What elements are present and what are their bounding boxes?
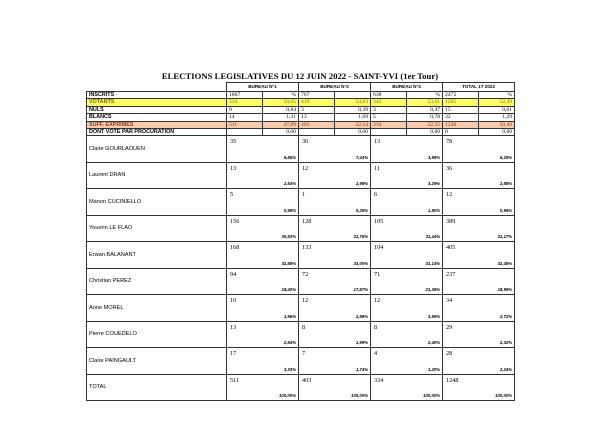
vote-count-cell [443,268,479,295]
vote-count-cell [443,321,479,348]
vote-count: 34 [446,297,453,305]
candidate-name: Erwan BALANANT [87,242,227,269]
vote-count: 13 [230,323,237,331]
candidate-row [87,348,515,375]
percent-spacer [479,295,515,308]
vote-percent: 17,87% [353,287,369,293]
percent-cell: 53,61 [407,99,443,106]
vote-count-cell [227,136,263,163]
vote-percent-cell [407,295,443,322]
percent-cell: 52,39 [479,99,515,106]
percent-spacer [335,163,371,176]
vote-count: 237 [446,270,456,278]
percent-spacer [407,163,443,176]
vote-percent: 7,44% [355,154,369,160]
vote-count: 403 [302,376,312,384]
vote-count-cell [443,374,479,401]
candidate-row [87,374,515,401]
vote-percent-cell [407,348,443,375]
vote-count: 36 [446,164,453,172]
percent-spacer [335,136,371,149]
percent-spacer [479,322,515,335]
vote-percent-cell [263,374,299,401]
percent-spacer [479,269,515,282]
vote-count: 12 [374,297,381,305]
vote-count-cell [299,295,335,322]
vote-percent-cell [479,348,515,375]
suffrages-exprimes-row [87,121,515,128]
vote-count: 133 [302,244,312,252]
percent-spacer [407,295,443,308]
vote-count: 10 [230,297,237,305]
vote-percent: 18,99% [497,287,513,293]
vote-percent-cell [263,189,299,216]
count-cell: 767 [299,92,335,99]
vote-percent: 3,59% [427,313,441,319]
vote-percent: 6,25% [499,154,513,160]
candidate-name: Christian PEREZ [87,268,227,295]
vote-percent-cell [479,162,515,189]
percent-spacer [407,242,443,255]
percent-spacer [407,216,443,229]
candidate-name: Claire GOURLAOUEN [87,136,227,163]
vote-count-cell [443,242,479,269]
vote-count-cell [299,268,335,295]
inscrits-row [87,92,515,99]
vote-percent: 0,98% [283,207,297,213]
vote-percent-cell [263,136,299,163]
vote-count-cell [371,348,407,375]
vote-percent: 1,20% [427,366,441,372]
count-cell: 1248 [443,121,479,128]
vote-percent: 32,45% [497,260,513,266]
percent-spacer [479,216,515,229]
vote-count-cell [371,268,407,295]
vote-percent: 18,40% [281,287,297,293]
count-cell: 511 [227,121,263,128]
vote-percent-cell [335,321,371,348]
vote-count-cell [299,136,335,163]
vote-percent: 2,72% [499,313,513,319]
vote-count-cell [371,242,407,269]
percent-spacer [335,295,371,308]
vote-count-cell [443,215,479,242]
count-cell [371,129,407,136]
vote-count-cell [299,374,335,401]
percent-cell: % [263,92,299,99]
vote-percent-cell [479,242,515,269]
percent-cell: 0,00 [407,129,443,136]
vote-percent: 3,33% [283,366,297,372]
count-cell: 1067 [227,92,263,99]
percent-cell: 52,35 [407,121,443,128]
vote-percent: 31,17% [497,234,513,240]
candidate-name: Laurent DRAN [87,162,227,189]
vote-count: 511 [230,376,240,384]
vote-count-cell [227,189,263,216]
percent-spacer [335,322,371,335]
nuls-row [87,106,515,113]
vote-count: 105 [374,217,384,225]
vote-count: 17 [230,350,237,358]
vote-count: 72 [302,270,309,278]
percent-cell: 50,49 [479,121,515,128]
candidate-name: Claire PAINGAULT [87,348,227,375]
count-cell: 32 [443,114,479,121]
vote-count-cell [443,348,479,375]
vote-count-cell [227,374,263,401]
vote-count: 13 [374,138,381,146]
vote-count-cell [371,321,407,348]
vote-percent: 2,54% [283,340,297,346]
vote-percent-cell [407,162,443,189]
vote-percent: 100,00% [495,393,513,399]
count-cell [227,129,263,136]
vote-count-cell [371,189,407,216]
percent-spacer [479,348,515,361]
vote-count-cell [371,162,407,189]
percent-spacer [335,242,371,255]
vote-count: 94 [230,270,237,278]
vote-count: 104 [374,244,384,252]
candidate-row [87,136,515,163]
vote-percent: 100,00% [279,393,297,399]
vote-percent-cell [335,136,371,163]
count-cell: 534 [227,99,263,106]
vote-percent: 2,24% [499,366,513,372]
percent-spacer [407,348,443,361]
percent-spacer [335,348,371,361]
vote-percent-cell [407,242,443,269]
percent-spacer [407,269,443,282]
vote-count-cell [227,162,263,189]
vote-count-cell [299,348,335,375]
count-cell: 5 [371,114,407,121]
percent-spacer [335,269,371,282]
vote-count: 405 [446,244,456,252]
percent-spacer [263,242,299,255]
count-cell: 1295 [443,99,479,106]
vote-count: 1 [302,191,306,199]
vote-count-cell [371,136,407,163]
vote-count: 1248 [446,376,459,384]
vote-percent-cell [335,189,371,216]
percent-cell: 0,47 [407,106,443,113]
vote-count-cell [227,215,263,242]
page-title: ELECTIONS LEGISLATIVES DU 12 JUIN 2022 - SAINT-YVI (1er Tour) [161,71,439,81]
candidate-row [87,268,515,295]
vote-percent-cell [479,321,515,348]
vote-count-cell [227,321,263,348]
row-label: NULS [87,106,227,113]
vote-count-cell [443,295,479,322]
vote-percent-cell [335,215,371,242]
candidate-name: Anne MOREL [87,295,227,322]
vote-percent-cell [407,189,443,216]
vote-percent: 0,96% [499,207,513,213]
vote-percent-cell [407,374,443,401]
vote-percent-cell [407,136,443,163]
vote-percent: 1,99% [355,340,369,346]
vote-percent-cell [335,295,371,322]
vote-percent-cell [335,242,371,269]
vote-percent: 1,96% [283,313,297,319]
candidate-row [87,242,515,269]
vote-percent: 2,32% [499,340,513,346]
percent-spacer [263,322,299,335]
vote-count-cell [371,215,407,242]
bureau-1-header: BUREAU N°1 [227,83,299,92]
count-cell: 403 [299,121,335,128]
vote-count-cell [443,162,479,189]
percent-cell: 0,84 [263,106,299,113]
percent-cell: 47,89 [263,121,299,128]
percent-spacer [263,348,299,361]
count-cell: 14 [227,114,263,121]
percent-cell [335,92,371,99]
row-label: VOTANTS [87,99,227,106]
candidate-name: TOTAL [87,374,227,401]
vote-count: 6 [374,191,378,199]
percent-cell: 0,39 [335,106,371,113]
row-label: DONT VOTE PAR PROCURATION [87,129,227,136]
percent-spacer [479,136,515,149]
vote-count-cell [371,295,407,322]
vote-count: 8 [302,323,306,331]
vote-percent-cell [263,295,299,322]
percent-spacer [263,163,299,176]
vote-percent: 3,89% [427,154,441,160]
candidate-name: Youenn LE FLAO [87,215,227,242]
vote-count: 128 [302,217,312,225]
vote-count: 13 [230,164,237,172]
vote-percent-cell [407,268,443,295]
percent-cell: 50,05 [263,99,299,106]
vote-count: 334 [374,376,384,384]
percent-spacer [335,375,371,388]
procuration-row [87,129,515,136]
vote-percent: 31,44% [425,234,441,240]
vote-percent: 21,26% [425,287,441,293]
vote-count-cell [443,136,479,163]
header-blank-cell [87,83,227,92]
vote-percent-cell [335,162,371,189]
vote-percent-cell [335,374,371,401]
candidate-name: Manon CUCINIELLO [87,189,227,216]
percent-cell: % [407,92,443,99]
vote-percent: 33,00% [353,260,369,266]
candidate-row [87,215,515,242]
count-cell: 3 [299,106,335,113]
vote-percent: 31,76% [353,234,369,240]
vote-percent-cell [479,268,515,295]
percent-cell: 52,54 [335,121,371,128]
count-cell: 0 [443,129,479,136]
count-cell: 9 [227,106,263,113]
vote-count-cell [299,321,335,348]
bureau-2-header: BUREAU N°2 [299,83,371,92]
vote-count-cell [227,242,263,269]
row-label: BLANCS [87,114,227,121]
percent-spacer [479,242,515,255]
vote-count-cell [443,189,479,216]
candidate-row [87,321,515,348]
vote-percent: 2,98% [355,181,369,187]
vote-count: 389 [446,217,456,225]
count-cell: 342 [371,99,407,106]
vote-percent-cell [263,268,299,295]
vote-count: 78 [446,138,453,146]
vote-count: 11 [374,164,380,172]
percent-spacer [263,269,299,282]
vote-percent-cell [263,162,299,189]
vote-percent: 32,88% [281,260,297,266]
vote-count-cell [227,295,263,322]
vote-percent: 3,29% [427,181,441,187]
percent-cell: 1,29 [479,114,515,121]
percent-spacer [263,189,299,202]
vote-percent: 2,54% [283,181,297,187]
vote-percent: 2,98% [355,313,369,319]
votants-row [87,99,515,106]
candidate-name: Pierre COUEDELO [87,321,227,348]
count-cell: 2472 [443,92,479,99]
count-cell: 3 [371,106,407,113]
bureau-3-header: BUREAU N°3 [371,83,443,92]
percent-cell: 0,78 [407,114,443,121]
vote-percent: 100,00% [351,393,369,399]
percent-cell: % [479,92,515,99]
vote-count-cell [299,242,335,269]
vote-percent-cell [263,348,299,375]
candidate-row [87,189,515,216]
percent-spacer [407,136,443,149]
vote-count-cell [227,348,263,375]
count-cell: 15 [443,106,479,113]
vote-percent: 2,40% [427,340,441,346]
vote-count: 8 [374,323,378,331]
vote-percent-cell [263,215,299,242]
total-header: TOTAL 1T 2022 [443,83,515,92]
vote-percent-cell [263,242,299,269]
vote-count: 12 [302,297,309,305]
percent-cell: 1,69 [335,114,371,121]
percent-spacer [407,375,443,388]
vote-count: 168 [230,244,240,252]
vote-percent-cell [479,136,515,163]
vote-count-cell [299,189,335,216]
results-table [86,82,515,401]
vote-percent-cell [335,268,371,295]
vote-percent-cell [335,348,371,375]
vote-count: 28 [446,350,453,358]
percent-spacer [263,136,299,149]
percent-spacer [335,216,371,229]
percent-spacer [263,216,299,229]
percent-cell: 0,00 [479,129,515,136]
percent-cell: 0,61 [479,106,515,113]
vote-count-cell [227,268,263,295]
percent-cell: 1,31 [263,114,299,121]
percent-cell: 54,63 [335,99,371,106]
vote-percent-cell [407,321,443,348]
vote-count: 156 [230,217,240,225]
percent-spacer [263,295,299,308]
percent-cell: 0,00 [263,129,299,136]
vote-percent: 0,25% [355,207,369,213]
vote-percent-cell [479,189,515,216]
candidate-row [87,162,515,189]
vote-count: 12 [302,164,309,172]
vote-count: 71 [374,270,381,278]
vote-count-cell [299,215,335,242]
count-cell: 638 [371,92,407,99]
vote-count: 7 [302,350,306,358]
vote-percent-cell [479,374,515,401]
vote-percent: 100,00% [423,393,441,399]
row-label: SUFF. EXPRIMES [87,121,227,128]
vote-count: 12 [446,191,453,199]
vote-percent: 1,80% [427,207,441,213]
blancs-row [87,114,515,121]
percent-spacer [407,189,443,202]
percent-spacer [263,375,299,388]
count-cell: 334 [371,121,407,128]
count-cell: 419 [299,99,335,106]
vote-count: 35 [230,138,237,146]
bureau-header-row [87,83,515,92]
percent-spacer [479,375,515,388]
vote-count-cell [299,162,335,189]
vote-count: 29 [446,323,453,331]
percent-spacer [407,322,443,335]
vote-percent-cell [263,321,299,348]
vote-count: 4 [374,350,378,358]
vote-percent: 31,14% [425,260,441,266]
vote-percent: 30,53% [281,234,297,240]
vote-percent: 1,74% [355,366,369,372]
vote-percent: 2,88% [499,181,513,187]
vote-percent: 6,85% [283,154,297,160]
vote-percent-cell [479,295,515,322]
vote-percent-cell [407,215,443,242]
count-cell: 13 [299,114,335,121]
percent-spacer [479,189,515,202]
row-label: INSCRITS [87,92,227,99]
candidate-row [87,295,515,322]
vote-percent-cell [479,215,515,242]
percent-cell: 0,00 [335,129,371,136]
count-cell [299,129,335,136]
percent-spacer [335,189,371,202]
percent-spacer [479,163,515,176]
vote-count: 30 [302,138,309,146]
vote-count: 5 [230,191,234,199]
vote-count-cell [371,374,407,401]
